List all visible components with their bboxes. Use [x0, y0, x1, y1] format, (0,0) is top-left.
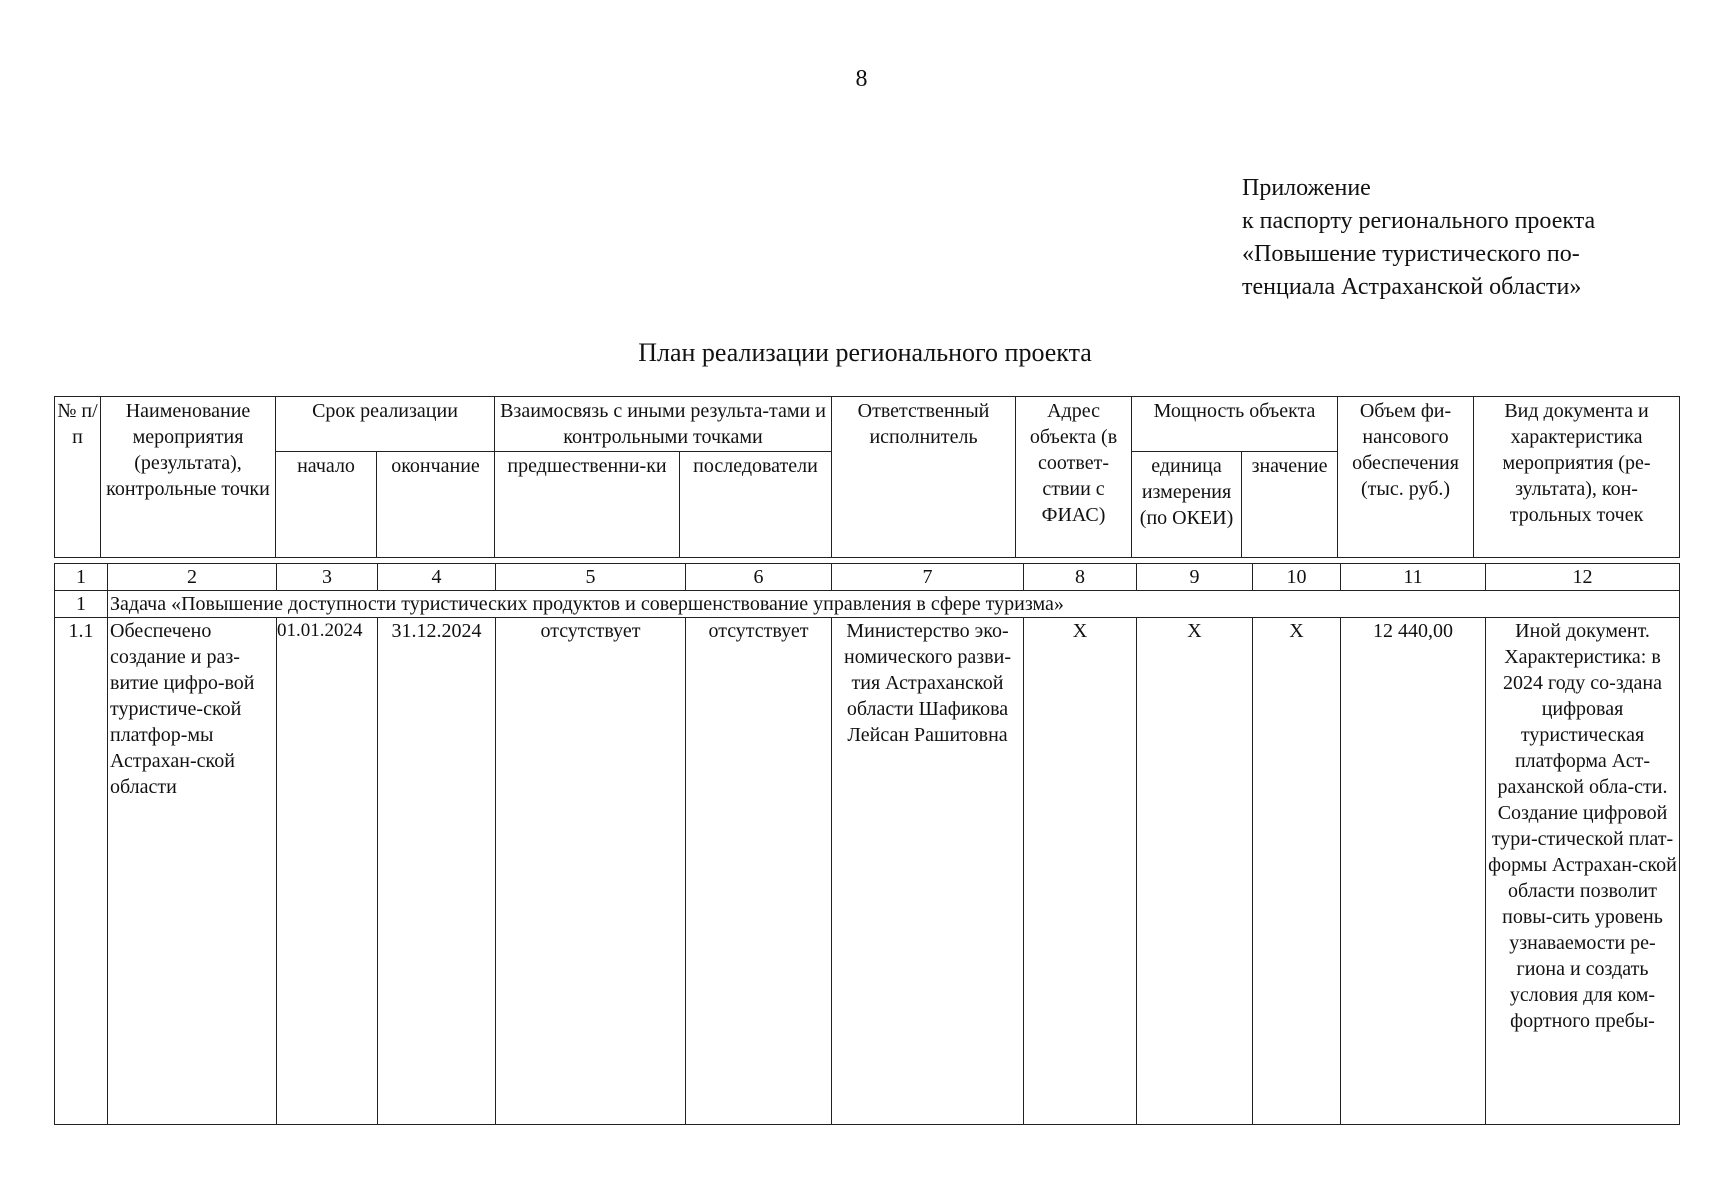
header-capacity: Мощность объекта [1132, 397, 1338, 452]
column-number: 6 [686, 564, 832, 591]
row-predecessors: отсутствует [496, 618, 686, 1125]
appendix-block [1242, 172, 1595, 304]
header-predecessors: предшественни-ки [495, 452, 680, 558]
column-number: 11 [1341, 564, 1486, 591]
header-successors: последователи [680, 452, 832, 558]
task-number: 1 [55, 591, 108, 618]
column-number: 1 [55, 564, 108, 591]
column-numbers-row [55, 564, 1680, 591]
column-number: 12 [1486, 564, 1680, 591]
column-number: 2 [108, 564, 277, 591]
row-start-date: 01.01.2024 [277, 618, 378, 1125]
row-finance: 12 440,00 [1341, 618, 1486, 1125]
header-no: № п/п [55, 397, 101, 558]
header-finance: Объем фи-нансового обеспечения (тыс. руб.) [1338, 397, 1474, 558]
row-unit: X [1137, 618, 1253, 1125]
plan-title: План реализации регионального проекта [638, 338, 1092, 367]
appendix-line: к паспорту регионального проекта [1242, 208, 1596, 234]
column-number: 9 [1137, 564, 1253, 591]
row-successors: отсутствует [686, 618, 832, 1125]
header-executor: Ответственный исполнитель [832, 397, 1016, 558]
row-end-date: 31.12.2024 [378, 618, 496, 1125]
column-number: 7 [832, 564, 1024, 591]
header-period: Срок реализации [276, 397, 495, 452]
column-number: 5 [496, 564, 686, 591]
plan-table-body [54, 563, 1680, 1125]
row-number: 1.1 [55, 618, 108, 1125]
appendix-line: тенциала Астраханской области» [1242, 274, 1582, 300]
header-start: начало [276, 452, 377, 558]
header-unit: единица измерения (по ОКЕИ) [1132, 452, 1242, 558]
header-name: Наименование мероприятия (результата), контрольные точки [101, 397, 276, 558]
header-value: значение [1242, 452, 1338, 558]
row-executor: Министерство эко-номического разви-тия Астраханской области Шафикова Лейсан Рашитовна [832, 618, 1024, 1125]
row-doc: Иной документ. Характеристика: в 2024 году со-здана цифровая туристическая платформа Аст-раханской обла-сти. Создание цифровой тури-стической плат-формы Астрахан-ской области позволит повы-сить уровень узнаваемости ре-гиона и создать условия для ком-фортного пребы- [1486, 618, 1680, 1125]
column-number: 10 [1253, 564, 1341, 591]
header-address: Адрес объекта (в соответ-ствии с ФИАС) [1016, 397, 1132, 558]
column-number: 8 [1024, 564, 1137, 591]
header-doc: Вид документа и характеристика мероприятия (ре-зультата), кон-трольных точек [1474, 397, 1680, 558]
task-text: Задача «Повышение доступности туристических продуктов и совершенствование управления в сфере туризма» [108, 591, 1680, 618]
plan-table-header [54, 396, 1680, 558]
row-name: Обеспечено создание и раз-витие цифро-вой туристиче-ской платфор-мы Астрахан-ской области [108, 618, 277, 1125]
column-number: 4 [378, 564, 496, 591]
appendix-line: Приложение [1242, 175, 1371, 201]
column-number: 3 [277, 564, 378, 591]
table-row [55, 618, 1680, 1125]
task-row [55, 591, 1680, 618]
appendix-line: «Повышение туристического по- [1242, 241, 1580, 267]
page-number: 8 [855, 66, 868, 92]
row-value: X [1253, 618, 1341, 1125]
header-links: Взаимосвязь с иными результа-тами и контрольными точками [495, 397, 832, 452]
row-address: X [1024, 618, 1137, 1125]
header-end: окончание [377, 452, 495, 558]
